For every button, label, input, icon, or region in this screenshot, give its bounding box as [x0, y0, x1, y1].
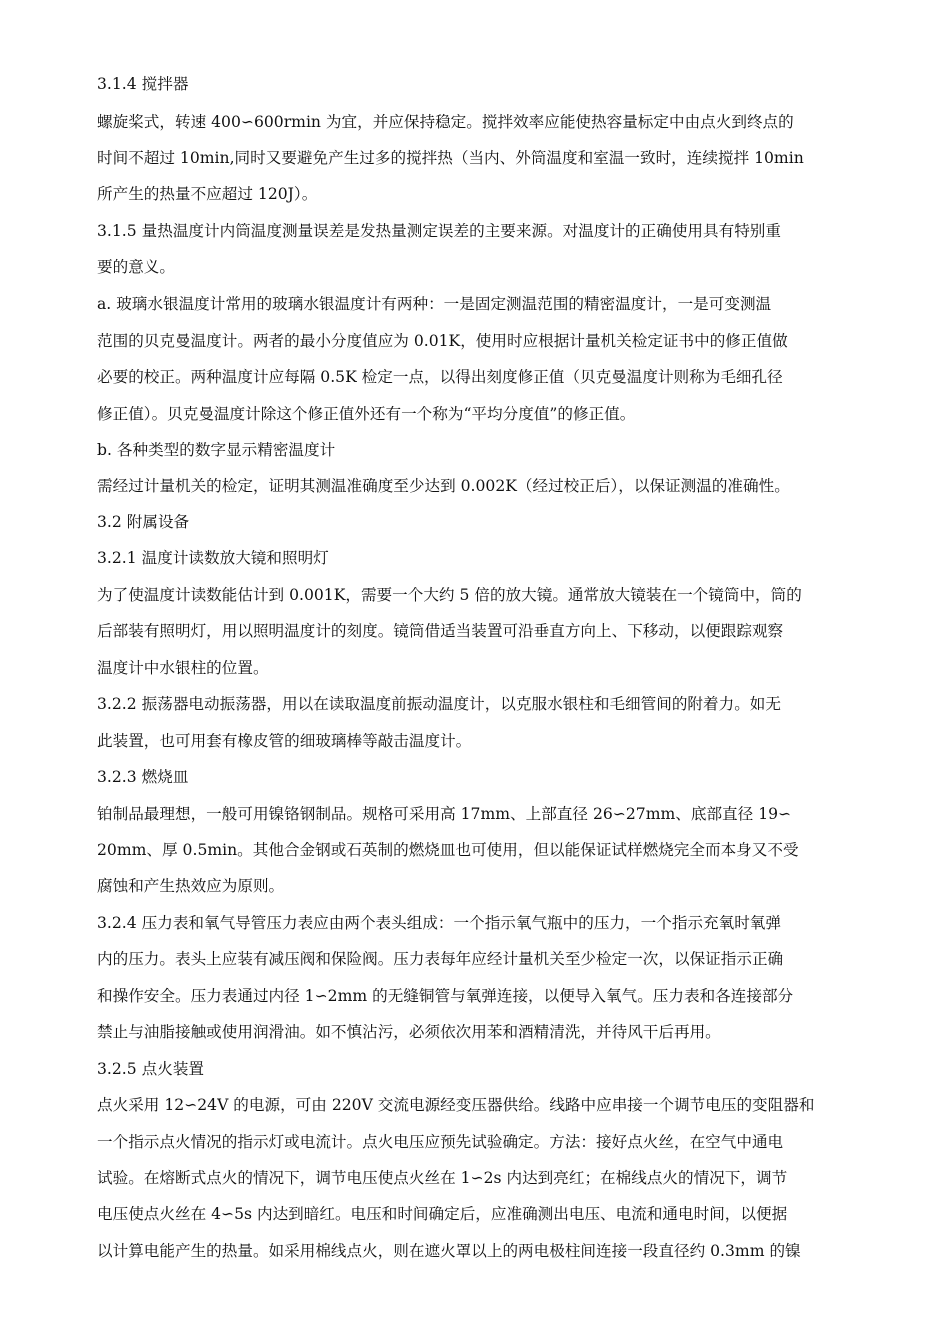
heading-3-2-3: 3.2.3 燃烧皿 [97, 768, 189, 786]
paragraph-line: 需经过计量机关的检定，证明其测温准确度至少达到 0.002K（经过校正后），以保证测温的准确性。 [97, 477, 790, 495]
paragraph-line: 20mm、厚 0.5min。其他合金钢或石英制的燃烧皿也可使用，但以能保证试样燃烧完全而本身又不受 [97, 841, 799, 859]
paragraph-line: 和操作安全。压力表通过内径 1∽2mm 的无缝铜管与氧弹连接，以便导入氧气。压力表和各连接部分 [97, 987, 794, 1005]
paragraph-line: 范围的贝克曼温度计。两者的最小分度值应为 0.01K，使用时应根据计量机关检定证书中的修正值做 [97, 332, 788, 350]
paragraph-line: 禁止与油脂接触或使用润滑油。如不慎沾污，必须依次用苯和酒精清洗，并待风干后再用。 [97, 1023, 721, 1041]
paragraph-line: 修正值）。贝克曼温度计除这个修正值外还有一个称为“平均分度值”的修正值。 [97, 405, 636, 423]
paragraph-line: 腐蚀和产生热效应为原则。 [97, 877, 285, 895]
paragraph-line: 点火采用 12∽24V 的电源，可由 220V 交流电源经变压器供给。线路中应串接一个调节电压的变阻器和 [97, 1096, 815, 1114]
heading-3-2-5: 3.2.5 点火装置 [97, 1060, 205, 1078]
paragraph-line: b. 各种类型的数字显示精密温度计 [97, 441, 336, 459]
heading-3-1-4: 3.1.4 搅拌器 [97, 75, 189, 93]
paragraph-line: 后部装有照明灯，用以照明温度计的刻度。镜筒借适当装置可沿垂直方向上、下移动，以便跟踪观察 [97, 622, 784, 640]
paragraph-line: 电压使点火丝在 4∽5s 内达到暗红。电压和时间确定后，应准确测出电压、电流和通电时间，以便据 [97, 1205, 788, 1223]
paragraph-line: 铂制品最理想，一般可用镍铬钢制品。规格可采用高 17mm、上部直径 26∽27mm、底部直径 19∽ [97, 805, 792, 823]
heading-3-2-2: 3.2.2 振荡器电动振荡器，用以在读取温度前振动温度计，以克服水银柱和毛细管间的附着力。如无 [97, 695, 781, 713]
paragraph-line: 为了使温度计读数能估计到 0.001K，需要一个大约 5 倍的放大镜。通常放大镜装在一个镜筒中，筒的 [97, 586, 802, 604]
heading-3-2: 3.2 附属设备 [97, 513, 190, 531]
heading-3-2-4: 3.2.4 压力表和氧气导管压力表应由两个表头组成：一个指示氧气瓶中的压力，一个指示充氧时氧弹 [97, 914, 781, 932]
heading-3-2-1: 3.2.1 温度计读数放大镜和照明灯 [97, 549, 329, 567]
paragraph-line: 温度计中水银柱的位置。 [97, 659, 269, 677]
paragraph-line: 必要的校正。两种温度计应每隔 0.5K 检定一点，以得出刻度修正值（贝克曼温度计则称为毛细孔径 [97, 368, 783, 386]
paragraph-line: 以计算电能产生的热量。如采用棉线点火，则在遮火罩以上的两电极柱间连接一段直径约 0.3mm 的镍 [97, 1242, 801, 1260]
paragraph-line: 试验。在熔断式点火的情况下，调节电压使点火丝在 1∽2s 内达到亮红；在棉线点火的情况下，调节 [97, 1169, 788, 1187]
paragraph-line: 一个指示点火情况的指示灯或电流计。点火电压应预先试验确定。方法：接好点火丝，在空气中通电 [97, 1133, 784, 1151]
paragraph-line: 螺旋桨式，转速 400∽600rmin 为宜，并应保持稳定。搅拌效率应能使热容量标定中由点火到终点的 [97, 113, 794, 131]
paragraph-line: a. 玻璃水银温度计常用的玻璃水银温度计有两种：一是固定测温范围的精密温度计，一是可变测温 [97, 295, 772, 313]
paragraph-line: 时间不超过 10min,同时又要避免产生过多的搅拌热（当内、外筒温度和室温一致时，连续搅拌 10min [97, 149, 804, 167]
paragraph-line: 内的压力。表头上应装有减压阀和保险阀。压力表每年应经计量机关至少检定一次，以保证指示正确 [97, 950, 784, 968]
paragraph-line: 要的意义。 [97, 258, 175, 276]
heading-3-1-5: 3.1.5 量热温度计内筒温度测量误差是发热量测定误差的主要来源。对温度计的正确使用具有特别重 [97, 222, 781, 240]
paragraph-line: 此装置，也可用套有橡皮管的细玻璃棒等敲击温度计。 [97, 732, 472, 750]
paragraph-line: 所产生的热量不应超过 120J）。 [97, 185, 318, 203]
